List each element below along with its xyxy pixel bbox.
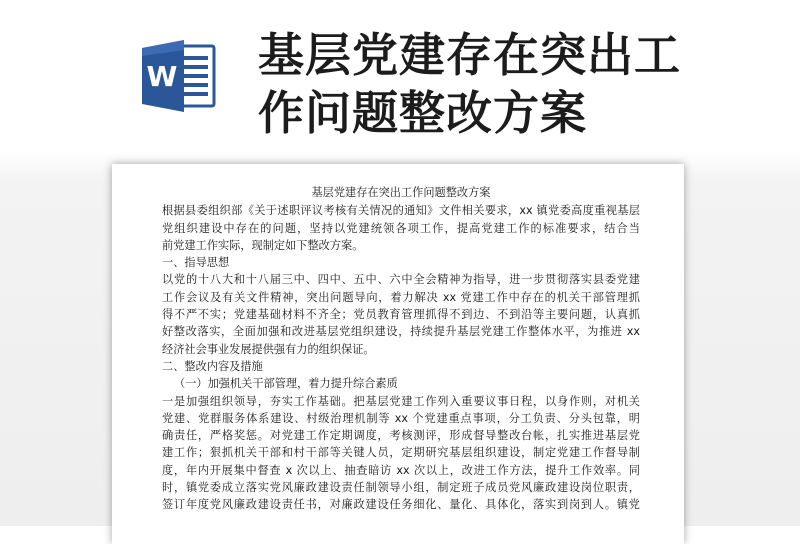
document-line: 党组织建设中存在的问题，坚持以党建统领各项工作，提高党建工作的标准要求，结合当 <box>162 221 640 235</box>
page-title-line-1: 基层党建存在突出工 <box>258 28 681 82</box>
header-banner <box>0 0 800 160</box>
document-line: 根据县委组织部《关于述职评议考核有关情况的通知》文件相关要求，xx 镇党委高度重视基层 <box>162 204 640 218</box>
document-body <box>162 184 640 514</box>
document-line: 得不严不实；党建基础材料不齐全；党员教育管理抓得不到边、不到沿等主要问题，认真抓 <box>162 308 640 322</box>
page-title <box>258 26 758 142</box>
document-line: 前党建工作实际，现制定如下整改方案。 <box>162 238 364 252</box>
document-title: 基层党建存在突出工作问题整改方案 <box>311 186 491 199</box>
document-line: 党建、党群服务体系建设、村级治理机制等 xx 个党建重点事项，分工负责、分头包靠，明 <box>162 411 640 425</box>
document-line: 度，年内开展集中督查 x 次以上、抽查暗访 xx 次以上，改进工作方法，提升工作效率。同 <box>162 463 640 477</box>
word-logo-letter: W <box>146 60 178 93</box>
document-line: 经济社会事业发展提供强有力的组织保证。 <box>162 342 375 356</box>
word-document-icon <box>140 40 218 112</box>
document-line: 一是加强组织领导，夯实工作基础。把基层党建工作列入重要议事日程，以身作则，对机关 <box>162 394 640 408</box>
document-line: 工作会议及有关文件精神，突出问题导向，着力解决 xx 党建工作中存在的机关干部管理抓 <box>162 290 640 304</box>
document-line: 确责任，严格奖惩。对党建工作定期调度，考核测评，形成督导整改台帐，扎实推进基层党 <box>162 429 640 443</box>
page-title-line-2: 作问题整改方案 <box>258 86 587 140</box>
document-line: 时，镇党委成立落实党风廉政建设责任制领导小组，制定班子成员党风廉政建设岗位职责， <box>162 481 640 495</box>
document-page <box>112 164 684 544</box>
document-line: 建工作；狠抓机关干部和村干部等关键人员，定期研究基层组织建设，制定党建工作督导制 <box>162 446 640 460</box>
document-line: 以党的十八大和十八届三中、四中、五中、六中全会精神为指导，进一步贯彻落实县委党建 <box>162 273 640 287</box>
section-heading: 二、整改内容及措施 <box>162 359 263 373</box>
document-line: 好整改落实，全面加强和改进基层党组织建设，持续提升基层党建工作整体水平，为推进 xx <box>162 325 640 339</box>
document-line: 签订年度党风廉政建设责任书，对廉政建设任务细化、量化、具体化，落实到岗到人。镇党 <box>162 498 640 512</box>
section-heading: 一、指导思想 <box>162 256 230 270</box>
subsection-heading: （一）加强机关干部管理，着力提升综合素质 <box>174 377 398 391</box>
